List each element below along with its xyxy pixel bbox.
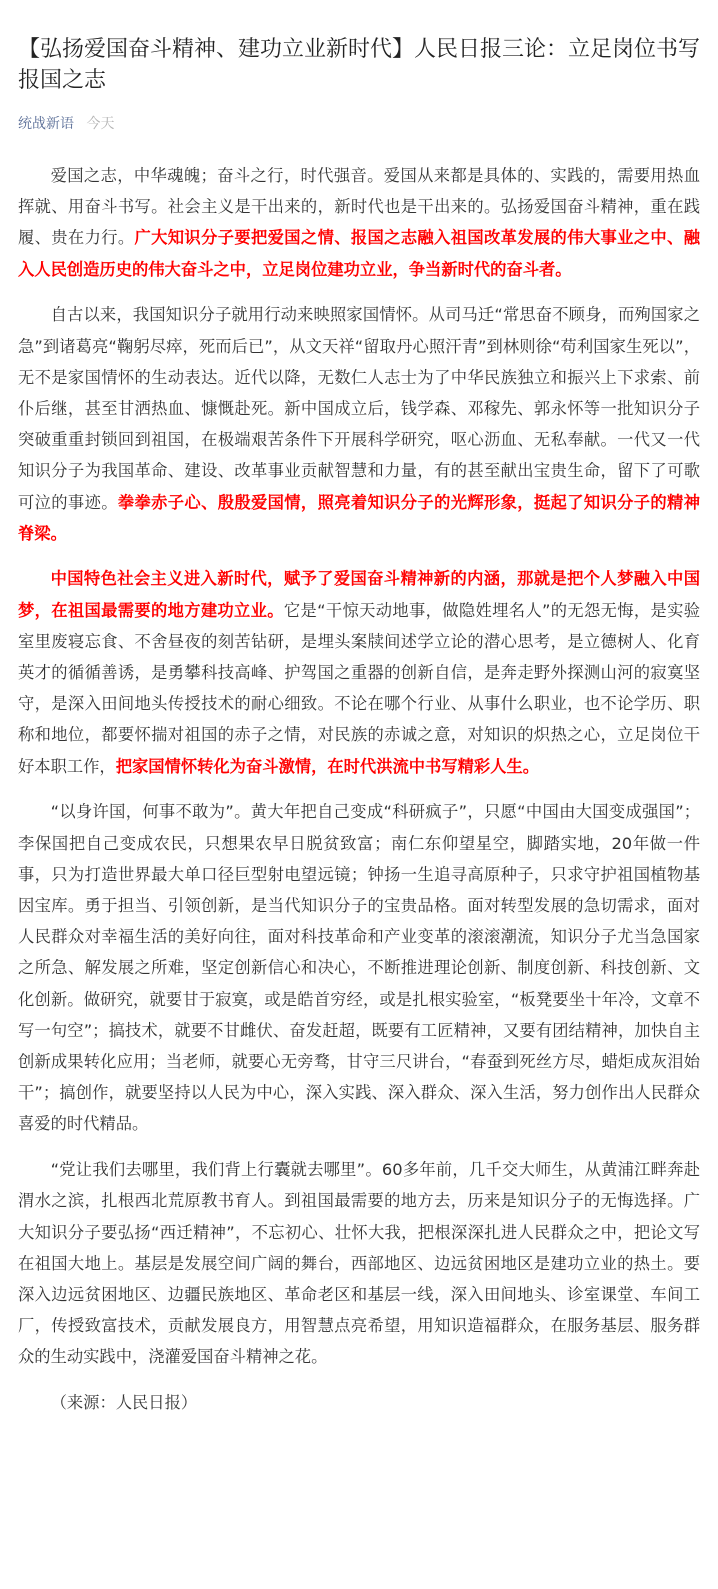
paragraph-text: 自古以来，我国知识分子就用行动来映照家国情怀。从司马迁“常思奋不顾身，而殉国家之急”到诸葛亮“鞠躬尽瘁，死而后已”，从文天祥“留取丹心照汗青”到林则徐“苟利国家生死以”，无不是家国情怀的生动表达。近代以降，无数仁人志士为了中华民族独立和振兴上下求索、前仆后继，甚至甘洒热血、慷慨赴死。新中国成立后，钱学森、邓稼先、郭永怀等一批知识分子突破重重封锁回到祖国，在极端艰苦条件下开展科学研究，呕心沥血、无私奉献。一代又一代知识分子为我国革命、建设、改革事业贡献智慧和力量，有的甚至献出宝贵生命，留下了可歌可泣的事迹。 (18, 305, 700, 512)
highlighted-text: 把家国情怀转化为奋斗激情，在时代洪流中书写精彩人生。 (115, 756, 540, 776)
article-source: （来源：人民日报） (50, 1393, 198, 1413)
highlighted-text: 拳拳赤子心、殷殷爱国情，照亮着知识分子的光辉形象，挺起了知识分子的精神脊梁。 (18, 492, 700, 543)
publish-date: 今天 (86, 116, 115, 132)
account-name-link[interactable]: 统战新语 (18, 116, 74, 132)
highlighted-text: 中国特色社会主义进入新时代，赋予了爱国奋斗精神新的内涵，那就是把个人梦融入中国梦，在祖国最需要的地方建功立业。 (18, 569, 700, 620)
highlighted-text: 广大知识分子要把爱国之情、报国之志融入祖国改革发展的伟大事业之中、融入人民创造历史的伟大奋斗之中，立足岗位建功立业，争当新时代的奋斗者。 (18, 228, 700, 279)
paragraph-4 (18, 796, 700, 1139)
paragraph-text: “党让我们去哪里，我们背上行囊就去哪里”。60多年前，几千交大师生，从黄浦江畔奔赴渭水之滨，扎根西北荒原教书育人。到祖国最需要的地方去，历来是知识分子的无悔选择。广大知识分子要弘扬“西迁精神”，不忘初心、壮怀大我，把根深深扎进人民群众之中，把论文写在祖国大地上。基层是发展空间广阔的舞台，西部地区、边远贫困地区是建功立业的热土。要深入边远贫困地区、边疆民族地区、革命老区和基层一线，深入田间地头、诊室课堂、车间工厂，传授致富技术，贡献发展良方，用智慧点亮希望，用知识造福群众，在服务基层、服务群众的生动实践中，浇灌爱国奋斗精神之花。 (18, 1160, 700, 1367)
paragraph-text: 它是“干惊天动地事，做隐姓埋名人”的无怨无悔，是实验室里废寝忘食、不舍昼夜的刻苦钻研，是埋头案牍间述学立论的潜心思考，是立德树人、化育英才的循循善诱，是勇攀科技高峰、护驾国之重器的创新自信，是奔走野外探测山河的寂寞坚守，是深入田间地头传授技术的耐心细致。不论在哪个行业、从事什么职业，也不论学历、职称和地位，都要怀揣对祖国的赤子之情，对民族的赤诚之意，对知识的炽热之心，立足岗位干好本职工作， (18, 600, 700, 776)
article-title: 【弘扬爱国奋斗精神、建功立业新时代】人民日报三论：立足岗位书写报国之志 (18, 37, 701, 93)
paragraph-text: 爱国之志，中华魂魄；奋斗之行，时代强音。爱国从来都是具体的、实践的，需要用热血挥就、用奋斗书写。社会主义是干出来的，新时代也是干出来的。弘扬爱国奋斗精神，重在践履、贵在力行。 (18, 166, 700, 248)
paragraph-3 (18, 563, 700, 781)
article-content (18, 160, 700, 1418)
paragraph-5 (18, 1154, 700, 1372)
paragraph-2 (18, 299, 700, 549)
paragraph-1 (18, 160, 700, 285)
paragraph-text: “以身许国，何事不敢为”。黄大年把自己变成“科研疯子”，只愿“中国由大国变成强国”；李保国把自己变成农民，只想果农早日脱贫致富；南仁东仰望星空，脚踏实地，20年做一件事，只为打造世界最大单口径巨型射电望远镜；钟扬一生追寻高原种子，只求守护祖国植物基因宝库。勇于担当、引领创新，是当代知识分子的宝贵品格。面对转型发展的急切需求，面对人民群众对幸福生活的美好向往，面对科技革命和产业变革的滚滚潮流，知识分子尤当急国家之所急、解发展之所难，坚定创新信心和决心，不断推进理论创新、制度创新、科技创新、文化创新。做研究，就要甘于寂寞，或是皓首穷经，或是扎根实验室，“板凳要坐十年冷，文章不写一句空”；搞技术，就要不甘雌伏、奋发赶超，既要有工匠精神，又要有团结精神，加快自主创新成果转化应用；当老师，就要心无旁骛，甘守三尺讲台，“春蚕到死丝方尽，蜡炬成灰泪始干”；搞创作，就要坚持以人民为中心，深入实践、深入群众、深入生活，努力创作出人民群众喜爱的时代精品。 (18, 802, 700, 1134)
article-meta (18, 115, 700, 133)
